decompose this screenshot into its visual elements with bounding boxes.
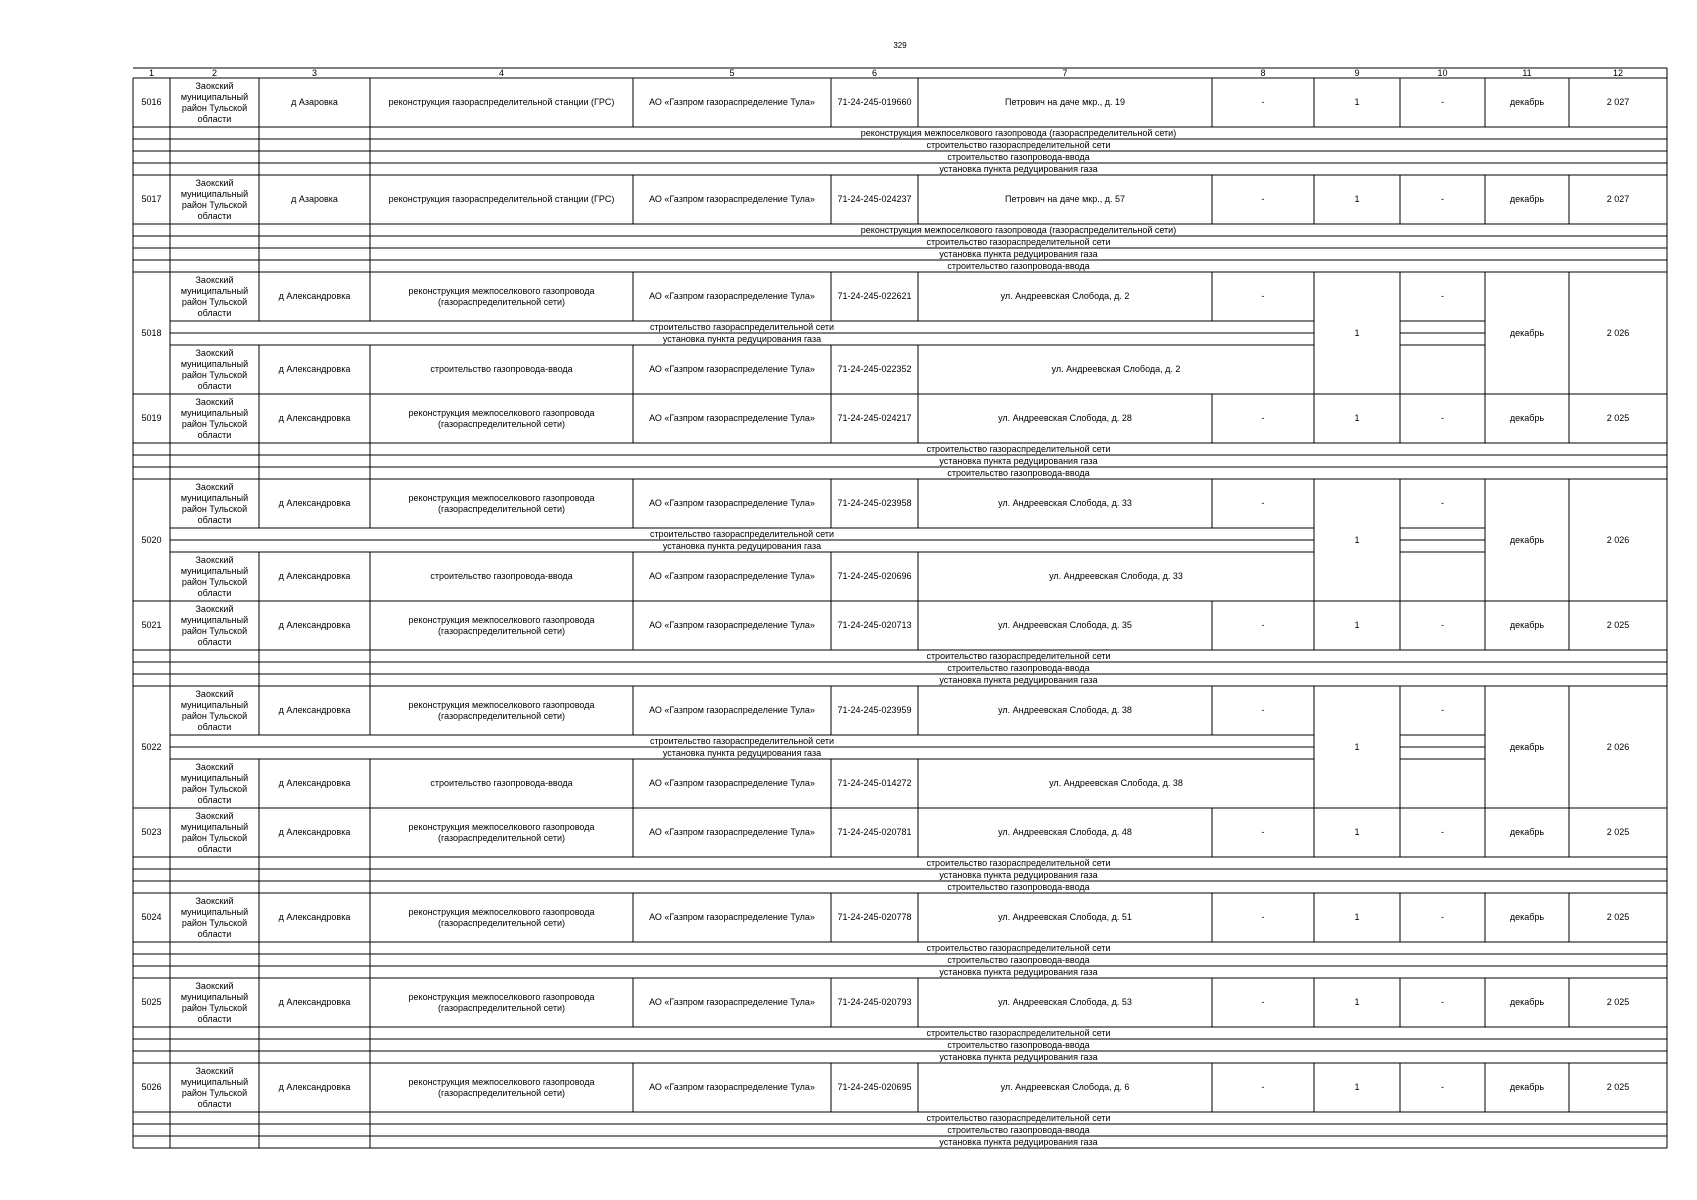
cell-c9: 1 xyxy=(1354,741,1360,752)
sub-work-item: установка пункта редуцирования газа xyxy=(939,966,1098,977)
cell-work: реконструкция межпоселкового газопровода (газораспределительной сети) xyxy=(408,699,595,721)
cell-village: д Азаровка xyxy=(291,97,338,107)
cell-month: декабрь xyxy=(1509,912,1545,922)
cell-c9: 1 xyxy=(1354,413,1360,423)
cell-c8: - xyxy=(1261,413,1265,423)
cell-work: реконструкция межпоселкового газопровода (газораспределительной сети) xyxy=(408,285,595,307)
cell-c10: - xyxy=(1441,705,1444,715)
cell-year: 2 025 xyxy=(1606,620,1630,630)
sub-work-item: установка пункта редуцирования газа xyxy=(939,248,1098,259)
column-header-4: 4 xyxy=(498,67,504,78)
cell-year: 2 026 xyxy=(1606,327,1630,338)
cell-village: д Александровка xyxy=(278,912,351,922)
cell-village: д Александровка xyxy=(278,291,351,301)
cell-operator: АО «Газпром газораспределение Тула» xyxy=(649,364,815,374)
cell-month: декабрь xyxy=(1509,741,1545,752)
cell-month: декабрь xyxy=(1509,327,1545,338)
cell-c9: 1 xyxy=(1354,997,1360,1007)
cell-village: д Александровка xyxy=(278,827,351,837)
cell-operator: АО «Газпром газораспределение Тула» xyxy=(649,498,815,508)
cell-c8: - xyxy=(1261,997,1265,1007)
cell-c8: - xyxy=(1261,827,1265,837)
cell-c10: - xyxy=(1441,498,1444,508)
cell-c9: 1 xyxy=(1354,912,1360,922)
cell-c10: - xyxy=(1441,912,1444,922)
cell-app: 71-24-245-019660 xyxy=(837,97,912,107)
cell-c8: - xyxy=(1261,912,1265,922)
cell-app: 71-24-245-020696 xyxy=(837,571,912,581)
cell-year: 2 026 xyxy=(1606,534,1630,545)
record-number: 5024 xyxy=(141,912,162,922)
page-number: 329 xyxy=(893,41,907,50)
cell-app: 71-24-245-020793 xyxy=(837,997,912,1007)
cell-work: реконструкция межпоселкового газопровода (газораспределительной сети) xyxy=(408,407,595,429)
sub-work-item: строительство газораспределительной сети xyxy=(926,1027,1111,1038)
record-number: 5021 xyxy=(141,620,162,630)
cell-year: 2 027 xyxy=(1606,194,1630,204)
sub-work-item: строительство газораспределительной сети xyxy=(926,650,1111,661)
cell-c10: - xyxy=(1441,413,1444,423)
cell-district: Заокский муниципальный район Тульской области xyxy=(180,481,249,525)
record-number: 5020 xyxy=(141,534,162,545)
cell-address: ул. Андреевская Слобода, д. 28 xyxy=(998,413,1132,423)
record-number: 5018 xyxy=(141,327,162,338)
cell-operator: АО «Газпром газораспределение Тула» xyxy=(649,620,815,630)
cell-village: д Александровка xyxy=(278,997,351,1007)
column-header-10: 10 xyxy=(1437,67,1448,78)
cell-operator: АО «Газпром газораспределение Тула» xyxy=(649,571,815,581)
cell-address: ул. Андреевская Слобода, д. 6 xyxy=(1000,1082,1130,1092)
cell-app: 71-24-245-014272 xyxy=(837,778,912,788)
cell-work: реконструкция межпоселкового газопровода (газораспределительной сети) xyxy=(408,614,595,636)
cell-work: реконструкция межпоселкового газопровода (газораспределительной сети) xyxy=(408,991,595,1013)
cell-app: 71-24-245-022352 xyxy=(837,364,912,374)
cell-operator: АО «Газпром газораспределение Тула» xyxy=(649,291,815,301)
cell-operator: АО «Газпром газораспределение Тула» xyxy=(649,413,815,423)
column-header-5: 5 xyxy=(729,67,735,78)
cell-operator: АО «Газпром газораспределение Тула» xyxy=(649,194,815,204)
cell-district: Заокский муниципальный район Тульской области xyxy=(180,688,249,732)
cell-district: Заокский муниципальный район Тульской области xyxy=(180,274,249,318)
sub-work-item: строительство газораспределительной сети xyxy=(926,236,1111,247)
cell-address: ул. Андреевская Слобода, д. 2 xyxy=(1051,364,1181,374)
sub-work-item: строительство газораспределительной сети xyxy=(926,942,1111,953)
cell-address: ул. Андреевская Слобода, д. 33 xyxy=(1049,571,1183,581)
sub-work-item: строительство газопровода-ввода xyxy=(947,151,1090,162)
column-header-12: 12 xyxy=(1612,67,1623,78)
cell-year: 2 025 xyxy=(1606,912,1630,922)
cell-year: 2 027 xyxy=(1606,97,1630,107)
cell-c10: - xyxy=(1441,291,1444,301)
cell-operator: АО «Газпром газораспределение Тула» xyxy=(649,827,815,837)
cell-address: ул. Андреевская Слобода, д. 35 xyxy=(998,620,1132,630)
cell-c9: 1 xyxy=(1354,827,1360,837)
cell-operator: АО «Газпром газораспределение Тула» xyxy=(649,778,815,788)
cell-address: ул. Андреевская Слобода, д. 33 xyxy=(998,498,1132,508)
cell-c9: 1 xyxy=(1354,194,1360,204)
cell-address: ул. Андреевская Слобода, д. 2 xyxy=(1000,291,1130,301)
sub-work-item: строительство газораспределительной сети xyxy=(926,1112,1111,1123)
cell-month: декабрь xyxy=(1509,534,1545,545)
sub-work-item: строительство газораспределительной сети xyxy=(926,443,1111,454)
record-number: 5026 xyxy=(141,1082,162,1092)
cell-work: реконструкция межпоселкового газопровода (газораспределительной сети) xyxy=(408,492,595,514)
cell-district: Заокский муниципальный район Тульской области xyxy=(180,347,249,391)
cell-work: реконструкция межпоселкового газопровода (газораспределительной сети) xyxy=(408,906,595,928)
column-header-8: 8 xyxy=(1260,67,1266,78)
cell-app: 71-24-245-022621 xyxy=(837,291,912,301)
cell-c8: - xyxy=(1261,97,1265,107)
cell-village: д Александровка xyxy=(278,705,351,715)
cell-c8: - xyxy=(1261,1082,1265,1092)
cell-c9: 1 xyxy=(1354,620,1360,630)
cell-month: декабрь xyxy=(1509,827,1545,837)
sub-work-item: реконструкция межпоселкового газопровода (газораспределительной сети) xyxy=(860,127,1177,138)
cell-month: декабрь xyxy=(1509,1082,1545,1092)
cell-month: декабрь xyxy=(1509,194,1545,204)
cell-app: 71-24-245-024237 xyxy=(837,194,912,204)
cell-app: 71-24-245-020778 xyxy=(837,912,912,922)
sub-work-item: строительство газораспределительной сети xyxy=(926,139,1111,150)
cell-address: ул. Андреевская Слобода, д. 38 xyxy=(1049,778,1183,788)
column-header-7: 7 xyxy=(1062,67,1068,78)
cell-c9: 1 xyxy=(1354,1082,1360,1092)
cell-app: 71-24-245-024217 xyxy=(837,413,912,423)
cell-month: декабрь xyxy=(1509,997,1545,1007)
cell-village: д Александровка xyxy=(278,413,351,423)
cell-year: 2 025 xyxy=(1606,997,1630,1007)
cell-c8: - xyxy=(1261,620,1265,630)
column-header-9: 9 xyxy=(1354,67,1360,78)
cell-c9: 1 xyxy=(1354,534,1360,545)
cell-operator: АО «Газпром газораспределение Тула» xyxy=(649,912,815,922)
cell-app: 71-24-245-020713 xyxy=(837,620,912,630)
cell-village: д Александровка xyxy=(278,364,351,374)
cell-work: реконструкция газораспределительной станции (ГРС) xyxy=(388,194,615,204)
cell-c10: - xyxy=(1441,194,1444,204)
cell-year: 2 025 xyxy=(1606,1082,1630,1092)
sub-work-item: строительство газораспределительной сети xyxy=(649,735,835,746)
cell-app: 71-24-245-023958 xyxy=(837,498,912,508)
record-number: 5017 xyxy=(141,194,162,204)
record-number: 5019 xyxy=(141,413,162,423)
cell-c9: 1 xyxy=(1354,97,1360,107)
sub-work-item: строительство газопровода-ввода xyxy=(947,467,1090,478)
cell-month: декабрь xyxy=(1509,97,1545,107)
cell-app: 71-24-245-020781 xyxy=(837,827,912,837)
sub-work-item: строительство газопровода-ввода xyxy=(947,881,1090,892)
sub-work-item: установка пункта редуцирования газа xyxy=(939,674,1098,685)
sub-work-item: установка пункта редуцирования газа xyxy=(939,1051,1098,1062)
sub-work-item: строительство газопровода-ввода xyxy=(947,1124,1090,1135)
cell-c10: - xyxy=(1441,997,1444,1007)
cell-c10: - xyxy=(1441,620,1444,630)
cell-app: 71-24-245-023959 xyxy=(837,705,912,715)
sub-work-item: строительство газопровода-ввода xyxy=(947,260,1090,271)
column-header-1: 1 xyxy=(148,67,154,78)
column-header-2: 2 xyxy=(211,67,217,78)
column-header-6: 6 xyxy=(871,67,877,78)
cell-district: Заокский муниципальный район Тульской области xyxy=(180,980,249,1024)
cell-c8: - xyxy=(1261,705,1265,715)
sub-work-item: установка пункта редуцирования газа xyxy=(939,1136,1098,1147)
cell-district: Заокский муниципальный район Тульской области xyxy=(180,80,249,124)
sub-work-item: реконструкция межпоселкового газопровода (газораспределительной сети) xyxy=(860,224,1177,235)
cell-district: Заокский муниципальный район Тульской области xyxy=(180,810,249,854)
record-number: 5022 xyxy=(141,741,162,752)
cell-address: Петрович на даче мкр., д. 19 xyxy=(1005,97,1125,107)
cell-work: строительство газопровода-ввода xyxy=(430,364,573,374)
cell-work: строительство газопровода-ввода xyxy=(430,571,573,581)
cell-work: реконструкция газораспределительной станции (ГРС) xyxy=(388,97,615,107)
cell-address: ул. Андреевская Слобода, д. 53 xyxy=(998,997,1132,1007)
cell-year: 2 025 xyxy=(1606,413,1630,423)
cell-work: реконструкция межпоселкового газопровода (газораспределительной сети) xyxy=(408,821,595,843)
sub-work-item: строительство газораспределительной сети xyxy=(649,528,835,539)
sub-work-item: установка пункта редуцирования газа xyxy=(662,747,822,758)
cell-app: 71-24-245-020695 xyxy=(837,1082,912,1092)
sub-work-item: установка пункта редуцирования газа xyxy=(662,333,822,344)
cell-month: декабрь xyxy=(1509,620,1545,630)
cell-year: 2 025 xyxy=(1606,827,1630,837)
column-header-3: 3 xyxy=(311,67,317,78)
cell-operator: АО «Газпром газораспределение Тула» xyxy=(649,997,815,1007)
cell-address: ул. Андреевская Слобода, д. 48 xyxy=(998,827,1132,837)
cell-year: 2 026 xyxy=(1606,741,1630,752)
sub-work-item: строительство газораспределительной сети xyxy=(649,321,835,332)
cell-village: д Александровка xyxy=(278,571,351,581)
cell-village: д Азаровка xyxy=(291,194,338,204)
sub-work-item: установка пункта редуцирования газа xyxy=(939,869,1098,880)
gas-connection-table xyxy=(133,68,1667,1157)
cell-c10: - xyxy=(1441,1082,1444,1092)
column-header-11: 11 xyxy=(1522,67,1532,78)
record-number: 5025 xyxy=(141,997,162,1007)
cell-village: д Александровка xyxy=(278,1082,351,1092)
sub-work-item: строительство газопровода-ввода xyxy=(947,954,1090,965)
sub-work-item: строительство газопровода-ввода xyxy=(947,1039,1090,1050)
cell-c10: - xyxy=(1441,97,1444,107)
cell-c8: - xyxy=(1261,498,1265,508)
cell-address: ул. Андреевская Слобода, д. 38 xyxy=(998,705,1132,715)
cell-village: д Александровка xyxy=(278,620,351,630)
cell-district: Заокский муниципальный район Тульской области xyxy=(180,1065,249,1109)
cell-address: ул. Андреевская Слобода, д. 51 xyxy=(998,912,1132,922)
cell-c9: 1 xyxy=(1354,327,1360,338)
cell-address: Петрович на даче мкр., д. 57 xyxy=(1005,194,1125,204)
record-number: 5023 xyxy=(141,827,162,837)
sub-work-item: установка пункта редуцирования газа xyxy=(939,163,1098,174)
cell-village: д Александровка xyxy=(278,498,351,508)
cell-c10: - xyxy=(1441,827,1444,837)
cell-c8: - xyxy=(1261,291,1265,301)
cell-operator: АО «Газпром газораспределение Тула» xyxy=(649,1082,815,1092)
cell-village: д Александровка xyxy=(278,778,351,788)
cell-district: Заокский муниципальный район Тульской области xyxy=(180,895,249,939)
cell-district: Заокский муниципальный район Тульской области xyxy=(180,396,249,440)
sub-work-item: строительство газораспределительной сети xyxy=(926,857,1111,868)
sub-work-item: строительство газопровода-ввода xyxy=(947,662,1090,673)
record-number: 5016 xyxy=(141,97,162,107)
sub-work-item: установка пункта редуцирования газа xyxy=(662,540,822,551)
cell-operator: АО «Газпром газораспределение Тула» xyxy=(649,97,815,107)
cell-operator: АО «Газпром газораспределение Тула» xyxy=(649,705,815,715)
cell-work: строительство газопровода-ввода xyxy=(430,778,573,788)
cell-month: декабрь xyxy=(1509,413,1545,423)
cell-district: Заокский муниципальный район Тульской области xyxy=(180,603,249,647)
cell-work: реконструкция межпоселкового газопровода (газораспределительной сети) xyxy=(408,1076,595,1098)
sub-work-item: установка пункта редуцирования газа xyxy=(939,455,1098,466)
cell-district: Заокский муниципальный район Тульской области xyxy=(180,177,249,221)
cell-c8: - xyxy=(1261,194,1265,204)
cell-district: Заокский муниципальный район Тульской области xyxy=(180,554,249,598)
cell-district: Заокский муниципальный район Тульской области xyxy=(180,761,249,805)
